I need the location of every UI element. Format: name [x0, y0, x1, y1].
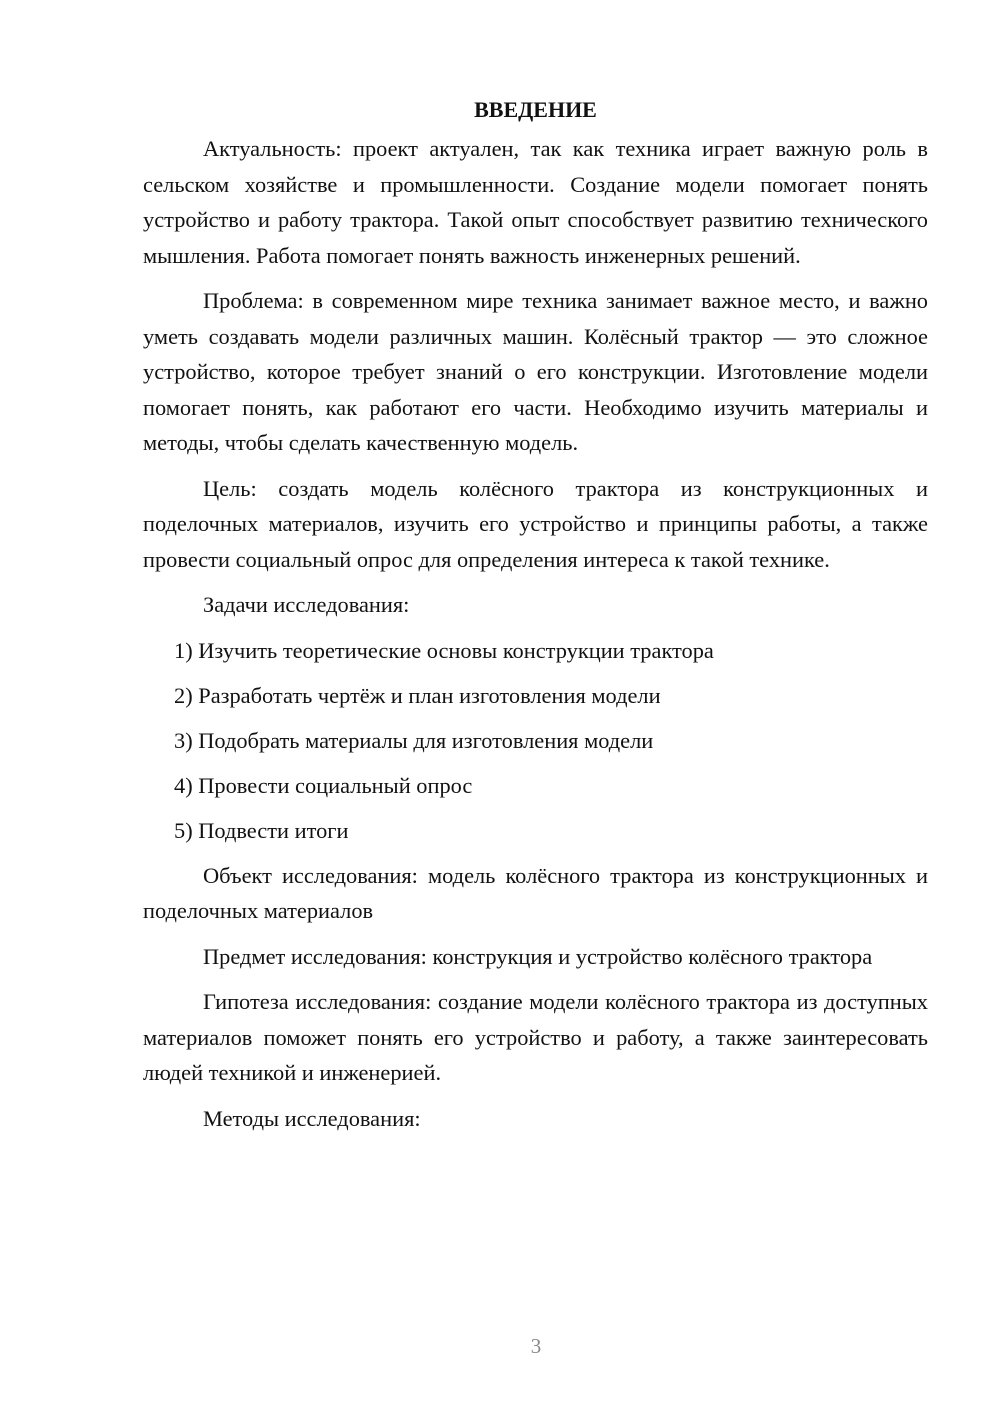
- list-item: 3) Подобрать материалы для изготовления модели: [174, 727, 654, 753]
- list-item: 4) Провести социальный опрос: [174, 772, 473, 798]
- paragraph-relevance: Актуальность: проект актуален, так как техника играет важную роль в сельском хозяйстве и промышленности. Создание модели помогает понять устройство и работу трактора. Такой опыт способствует развитию технического мышления. Работа помогает понять важность инженерных решений.: [143, 136, 928, 268]
- task-list: [143, 633, 928, 849]
- paragraph-object: Объект исследования: модель колёсного трактора из конструкционных и поделочных материалов: [143, 862, 928, 923]
- list-item: 2) Разработать чертёж и план изготовления модели: [174, 682, 661, 708]
- paragraph-subject: Предмет исследования: конструкция и устройство колёсного трактора: [203, 943, 873, 969]
- page-number: 3: [530, 1334, 542, 1358]
- list-item: 5) Подвести итоги: [174, 817, 349, 843]
- paragraph-problem: Проблема: в современном мире техника занимает важное место, и важно уметь создавать модели различных машин. Колёсный трактор — это сложное устройство, которое требует знаний о его конструкции. Изготовление модели помогает понять, как работают его части. Необходимо изучить материалы и методы, чтобы сделать качественную модель.: [143, 288, 928, 455]
- page-content: [143, 92, 928, 1146]
- page-title: ВВЕДЕНИЕ: [474, 97, 597, 122]
- paragraph-goal: Цель: создать модель колёсного трактора из конструкционных и поделочных материалов, изучить его устройство и принципы работы, а также провести социальный опрос для определения интереса к такой технике.: [143, 475, 928, 572]
- paragraph-tasks-heading: Задачи исследования:: [203, 592, 410, 617]
- list-item: 1) Изучить теоретические основы конструкции трактора: [174, 637, 714, 663]
- paragraph-methods-heading: Методы исследования:: [203, 1105, 421, 1131]
- paragraph-hypothesis: Гипотеза исследования: создание модели колёсного трактора из доступных материалов поможет понять его устройство и работу, а также заинтересовать людей техникой и инженерией.: [143, 989, 928, 1085]
